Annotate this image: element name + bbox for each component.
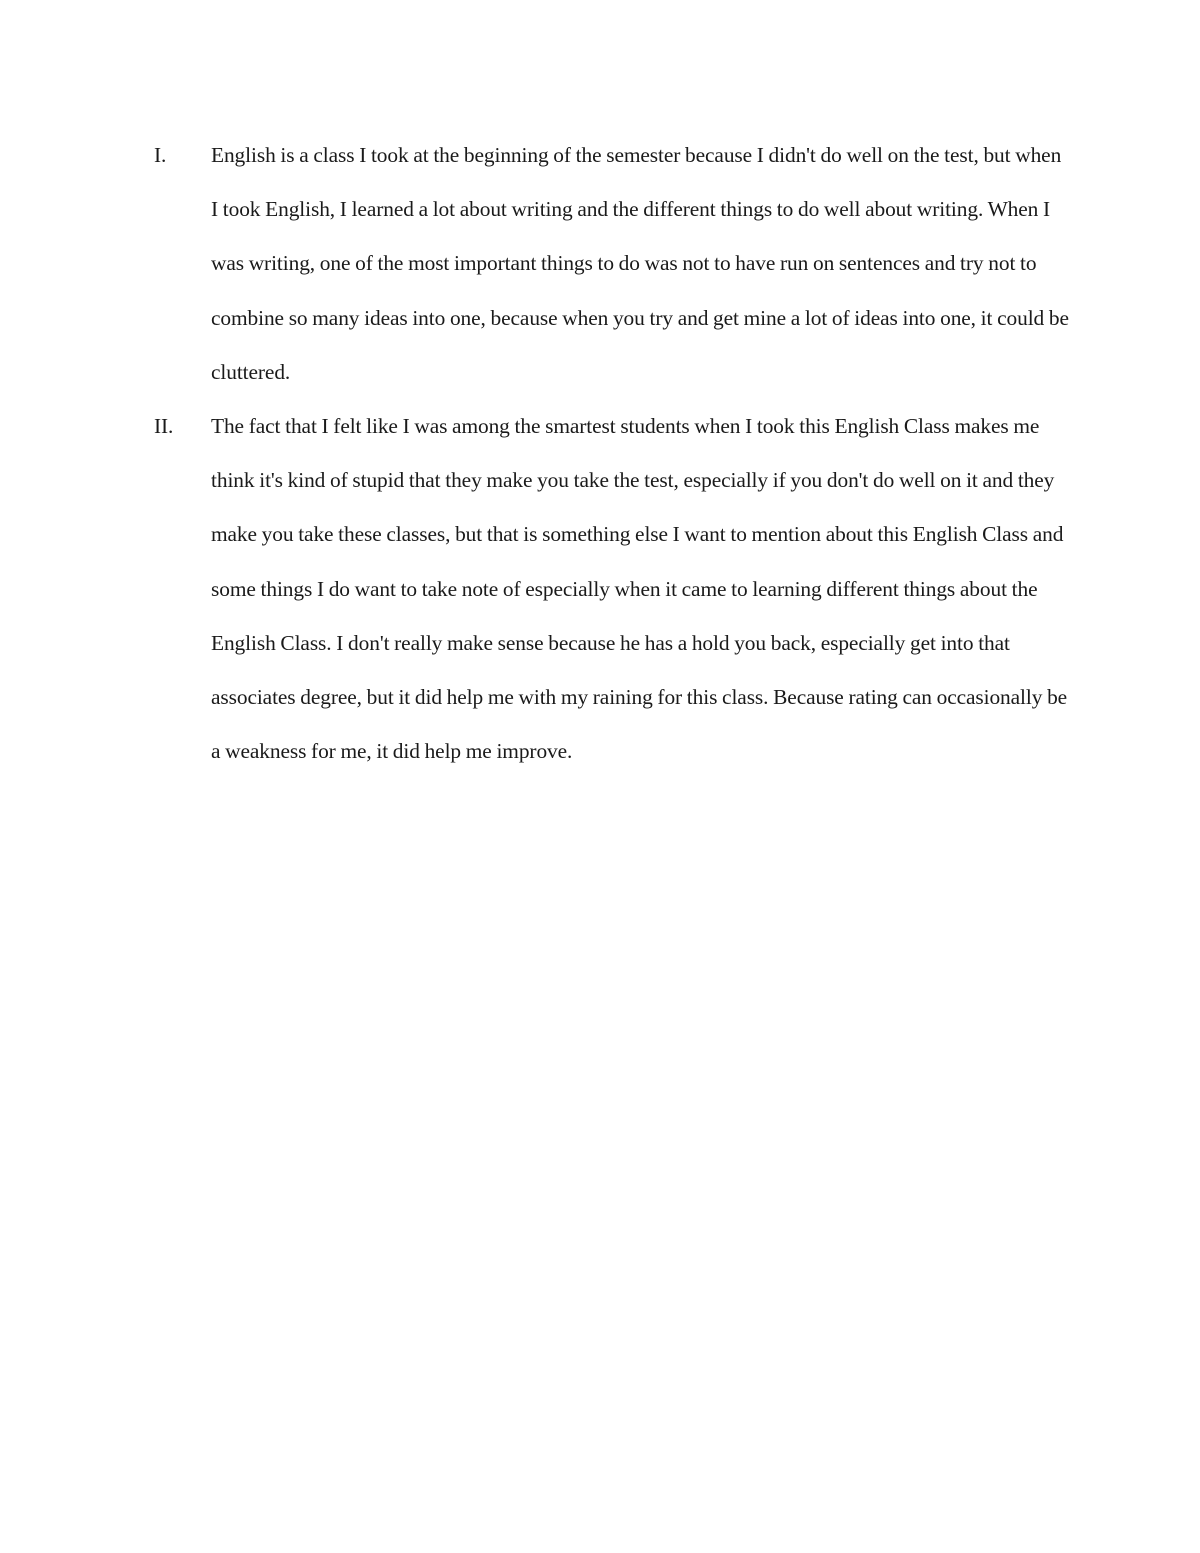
outline-item-1 (150, 128, 1070, 399)
paragraph-text: English is a class I took at the beginning of the semester because I didn't do well on the test, but when I took English, I learned a lot about writing and the different things to do well about writing. When I was writing, one of the most important things to do was not to have run on sentences and try not to combine so many ideas into one, because when you try and get mine a lot of ideas into one, it could be cluttered. (211, 143, 1069, 384)
paragraph-text: The fact that I felt like I was among the smartest students when I took this English Class makes me think it's kind of stupid that they make you take the test, especially if you don't do well on it and they make you take these classes, but that is something else I want to mention about this English Class and some things I do want to take note of especially when it came to learning different things about the English Class. I don't really make sense because he has a hold you back, especially get into that associates degree, but it did help me with my raining for this class. Because rating can occasionally be a weakness for me, it did help me improve. (211, 414, 1068, 764)
outline-item-2 (150, 399, 1070, 778)
roman-numeral-marker: II. (154, 414, 174, 439)
outline-list (150, 128, 1070, 778)
roman-numeral-marker: I. (154, 143, 167, 167)
